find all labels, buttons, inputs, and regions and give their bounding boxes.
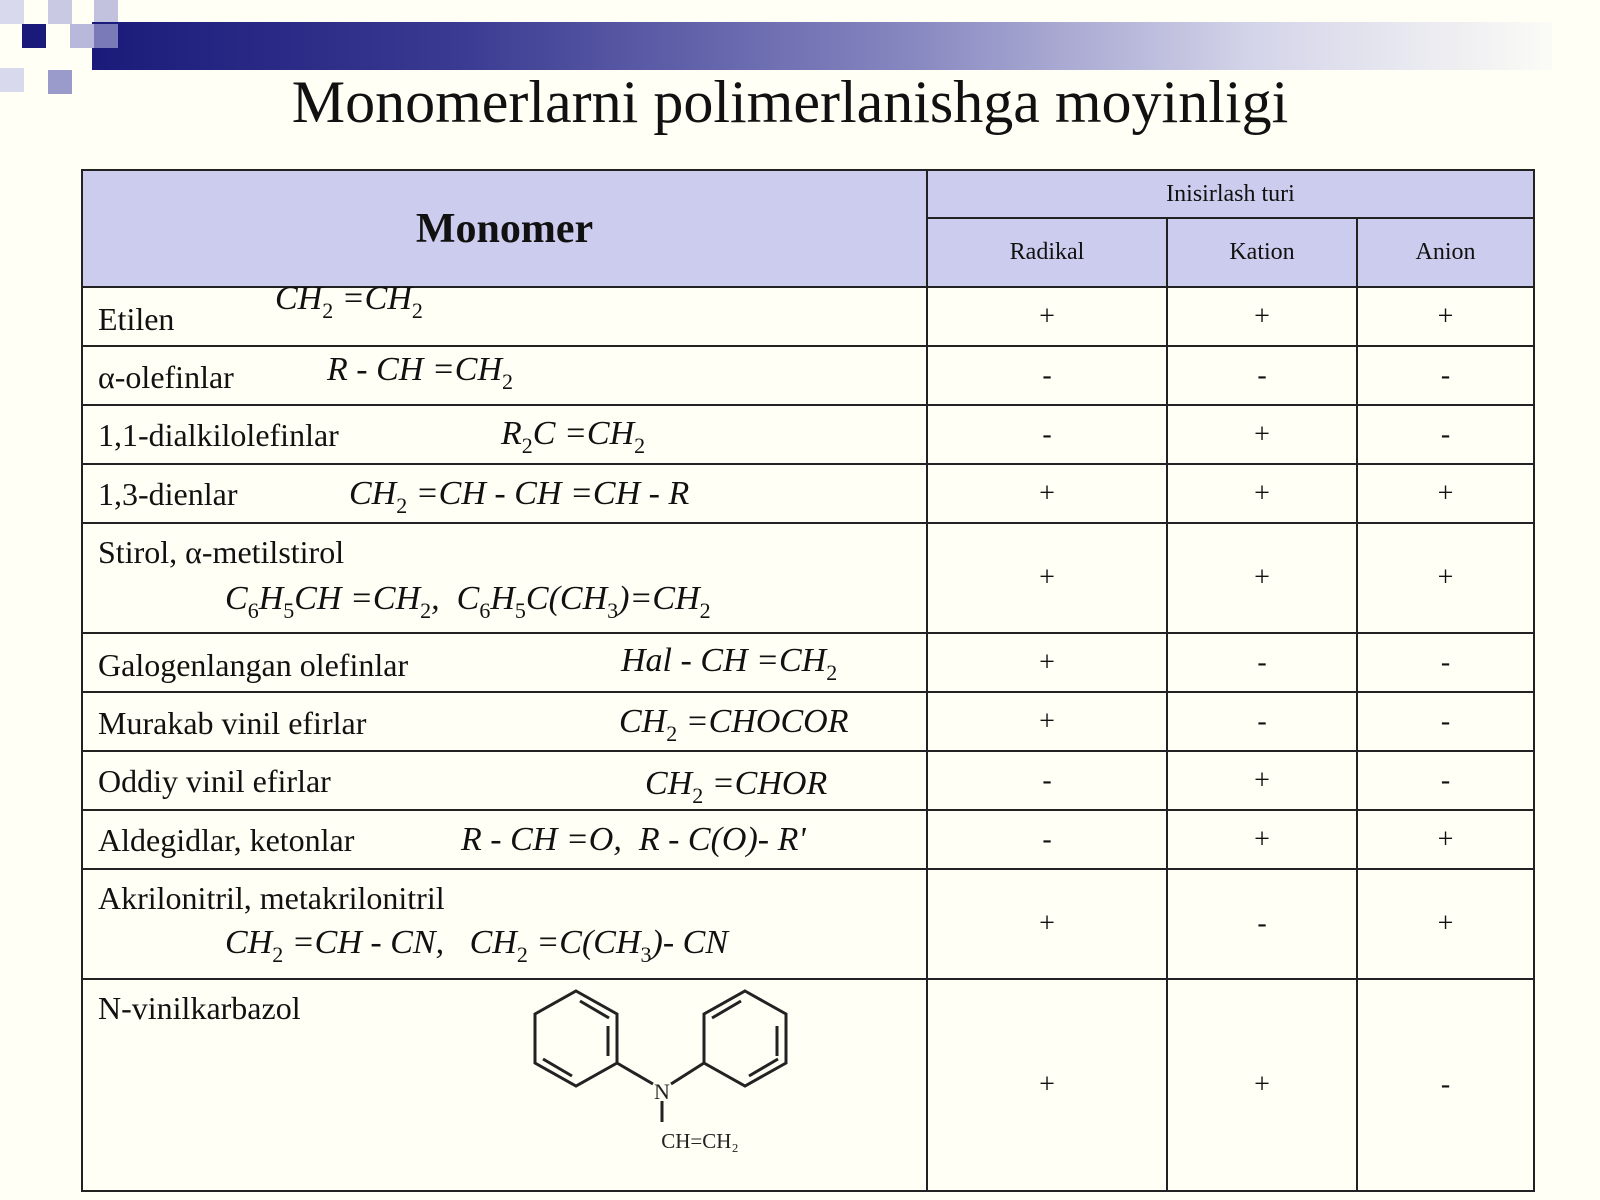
- monomer-cell: [82, 523, 927, 633]
- radikal-value: +: [927, 692, 1167, 751]
- table-row: [82, 810, 1534, 869]
- kation-value: +: [1167, 751, 1357, 810]
- anion-value: +: [1357, 869, 1534, 979]
- monomer-cell: [82, 869, 927, 979]
- anion-value: -: [1357, 346, 1534, 405]
- decor-square: [0, 0, 24, 24]
- monomer-cell: [82, 810, 927, 869]
- radikal-value: +: [927, 869, 1167, 979]
- radikal-column-header: Radikal: [927, 218, 1167, 287]
- monomer-column-header: Monomer: [82, 170, 927, 287]
- monomer-formula: $C_6H_5CH =CH_2$, $C_6H_5C(CH_3)=CH_2$: [225, 580, 711, 623]
- monomer-cell: [82, 751, 927, 810]
- monomer-name: 1,1-dialkilolefinlar: [98, 417, 339, 453]
- kation-column-header: Kation: [1167, 218, 1357, 287]
- monomer-name: Galogenlangan olefinlar: [98, 647, 409, 683]
- carbazole-structure: [513, 986, 803, 1171]
- monomer-cell: [82, 979, 927, 1191]
- monomer-name: Oddiy vinil efirlar: [98, 763, 331, 799]
- anion-value: -: [1357, 692, 1534, 751]
- kation-value: +: [1167, 464, 1357, 523]
- kation-value: -: [1167, 346, 1357, 405]
- decor-square: [48, 0, 72, 24]
- monomer-table: [81, 169, 1535, 1192]
- radikal-value: +: [927, 287, 1167, 346]
- radikal-value: +: [927, 523, 1167, 633]
- table-row: [82, 869, 1534, 979]
- anion-value: +: [1357, 287, 1534, 346]
- anion-value: +: [1357, 464, 1534, 523]
- decor-square: [94, 0, 118, 24]
- table-row: [82, 464, 1534, 523]
- radikal-value: -: [927, 810, 1167, 869]
- kation-value: -: [1167, 633, 1357, 692]
- monomer-formula: $CH_2$ =CHOCOR: [619, 703, 849, 746]
- monomer-formula: $CH_2 =CH$ - CN, $CH_2 =C(CH_3)-$ CN: [225, 924, 729, 967]
- anion-value: -: [1357, 979, 1534, 1191]
- monomer-cell: [82, 633, 927, 692]
- table-row: [82, 979, 1534, 1191]
- monomer-cell: [82, 280, 927, 346]
- radikal-value: -: [927, 405, 1167, 464]
- monomer-name: 1,3-dienlar: [98, 476, 238, 512]
- anion-value: -: [1357, 633, 1534, 692]
- table-row: [82, 346, 1534, 405]
- anion-value: -: [1357, 405, 1534, 464]
- monomer-cell: [82, 405, 927, 464]
- monomer-name: Etilen: [98, 301, 175, 337]
- monomer-name: Murakab vinil efirlar: [98, 705, 367, 741]
- kation-value: +: [1167, 810, 1357, 869]
- vinyl-label: CH=CH₂: [661, 1129, 739, 1153]
- kation-value: +: [1167, 287, 1357, 346]
- monomer-formula: $R_2C =CH_2$: [501, 415, 646, 458]
- decor-square: [22, 24, 46, 48]
- anion-column-header: Anion: [1357, 218, 1534, 287]
- decor-square: [70, 24, 94, 48]
- kation-value: -: [1167, 869, 1357, 979]
- radikal-value: +: [927, 979, 1167, 1191]
- monomer-formula: Hal - CH $=CH_2$: [621, 642, 838, 685]
- table-row: [82, 287, 1534, 346]
- monomer-cell: [82, 464, 927, 523]
- kation-value: +: [1167, 523, 1357, 633]
- monomer-cell: [82, 346, 927, 405]
- anion-value: +: [1357, 523, 1534, 633]
- monomer-cell: [82, 692, 927, 751]
- slide-title: Monomerlarni polimerlanishga moyinligi: [291, 69, 1289, 135]
- kation-value: +: [1167, 979, 1357, 1191]
- monomer-formula: R - CH $=CH_2$: [327, 351, 513, 394]
- anion-value: +: [1357, 810, 1534, 869]
- monomer-name: N-vinilkarbazol: [98, 990, 301, 1026]
- kation-value: -: [1167, 692, 1357, 751]
- monomer-formula: $CH_2$ =CHOR: [645, 765, 828, 808]
- monomer-name: Aldegidlar, ketonlar: [98, 822, 355, 858]
- table-row: [82, 633, 1534, 692]
- nitrogen-label: N: [654, 1079, 670, 1104]
- radikal-value: +: [927, 633, 1167, 692]
- table-row: [82, 692, 1534, 751]
- table-row: [82, 523, 1534, 633]
- radikal-value: -: [927, 346, 1167, 405]
- monomer-formula: R - CH =O, R - C(O)- R': [461, 821, 806, 858]
- table-row: [82, 751, 1534, 810]
- monomer-formula: $CH_2 =CH$ - CH =CH - R: [349, 475, 690, 518]
- kation-value: +: [1167, 405, 1357, 464]
- decor-square: [94, 24, 118, 48]
- anion-value: -: [1357, 751, 1534, 810]
- initiation-type-header: Inisirlash turi: [927, 170, 1534, 218]
- monomer-name: Akrilonitril, metakrilonitril: [98, 880, 445, 916]
- monomer-formula: $CH_2 =CH_2$: [275, 280, 423, 323]
- radikal-value: -: [927, 751, 1167, 810]
- radikal-value: +: [927, 464, 1167, 523]
- monomer-name: α-olefinlar: [98, 359, 234, 395]
- table-row: [82, 405, 1534, 464]
- monomer-name: Stirol, α-metilstirol: [98, 534, 345, 570]
